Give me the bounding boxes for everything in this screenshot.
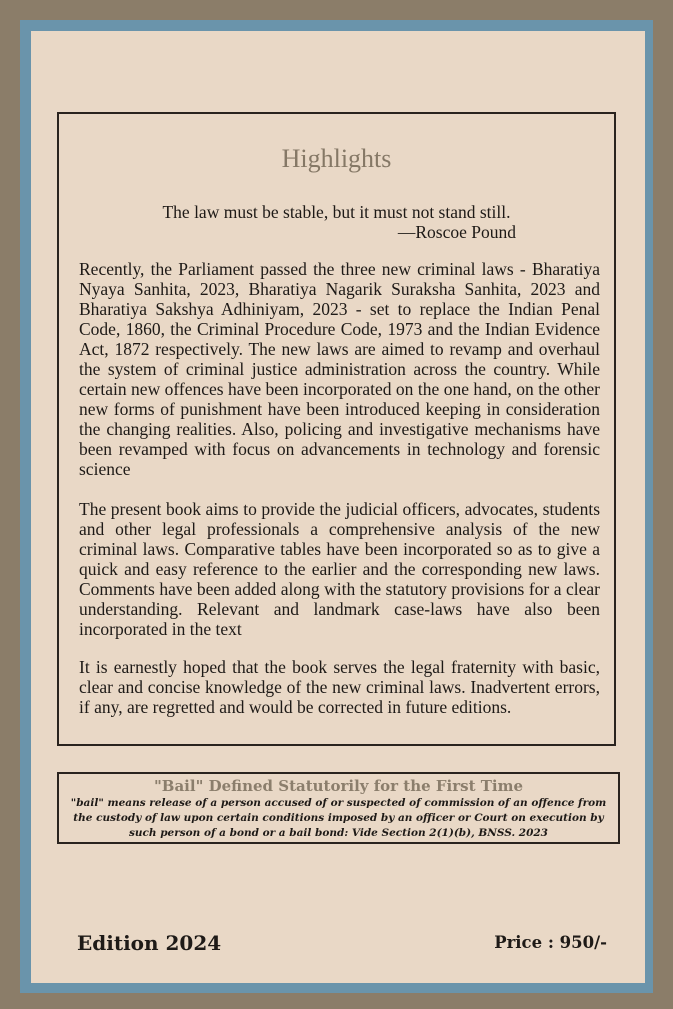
bail-box-title: "Bail" Defined Statutorily for the First Time [153, 777, 524, 795]
bail-definition-box [57, 772, 620, 844]
edition-label: Edition 2024 [77, 931, 222, 955]
paragraph-closing: It is earnestly hoped that the book serves the legal fraternity with basic, clear and concise knowledge of the new criminal laws. Inadvertent errors, if any, are regretted and would be corrected in future editions. [79, 657, 600, 717]
epigraph-quote: The law must be stable, but it must not stand still. [162, 202, 511, 222]
epigraph-attribution: —Roscoe Pound [397, 222, 516, 242]
back-cover-page [31, 31, 645, 983]
paragraph-purpose: The present book aims to provide the judicial officers, advocates, students and other legal professionals a comprehensive analysis of the new criminal laws. Comparative tables have been incorporated so as to give a quick and easy reference to the earlier and the corresponding new laws. Comments have been added along with the statutory provisions for a clear understanding. Relevant and landmark case-laws have also been incorporated in the text [79, 499, 600, 639]
paragraph-intro: Recently, the Parliament passed the three new criminal laws - Bharatiya Nyaya Sanhita, 2023, Bharatiya Nagarik Suraksha Sanhita, 2023 and Bharatiya Sakshya Adhiniyam, 2023 - set to replace the Indian Penal Code, 1860, the Criminal Procedure Code, 1973 and the Indian Evidence Act, 1872 respectively. The new laws are aimed to revamp and overhaul the system of criminal justice administration across the country. While certain new offences have been incorporated on the one hand, on the other new forms of punishment have been introduced keeping in consideration the changing realities. Also, policing and investigative mechanisms have been revamped with focus on advancements in technology and forensic science [79, 259, 600, 479]
highlights-box [57, 112, 616, 746]
bail-definition-text: "bail" means release of a person accused of or suspected of commission of an offence from the custody of law upon certain conditions imposed by an officer or Court on execution by such person of a bond or a bail bond: Vide Section 2(1)(b), BNSS. 2023 [70, 797, 607, 839]
price-label: Price : 950/- [494, 933, 607, 952]
highlights-title: Highlights [281, 144, 392, 173]
